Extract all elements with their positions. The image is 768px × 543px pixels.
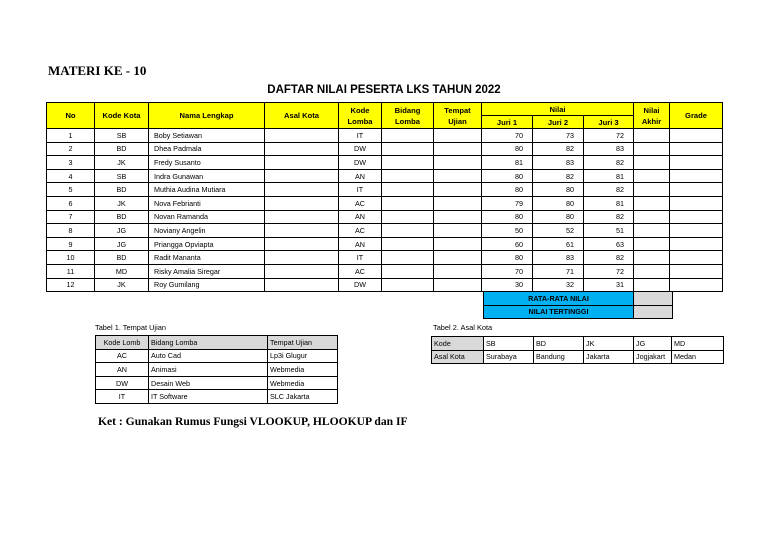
cell-juri-1: 60 <box>482 237 533 251</box>
table-row <box>47 251 723 265</box>
cell-juri-3: 72 <box>584 264 634 278</box>
cell-grade[interactable] <box>670 251 723 265</box>
table-row <box>96 363 338 377</box>
cell-asal-kota[interactable] <box>265 264 339 278</box>
table-row <box>432 337 724 351</box>
cell-juri-3: 82 <box>584 251 634 265</box>
table-row <box>47 196 723 210</box>
cell-nilai-akhir[interactable] <box>634 224 670 238</box>
cell-juri-3: 82 <box>584 183 634 197</box>
cell-no: 7 <box>47 210 95 224</box>
cell-no: 4 <box>47 169 95 183</box>
cell-tempat-ujian[interactable] <box>434 264 482 278</box>
cell-bidang-lomba[interactable] <box>382 264 434 278</box>
header-juri-1: Juri 1 <box>482 116 533 129</box>
cell-juri-2: 80 <box>533 196 584 210</box>
cell-kode-lomba: IT <box>339 129 382 143</box>
cell-bidang-lomba[interactable] <box>382 237 434 251</box>
table1-cell: Animasi <box>149 363 268 377</box>
cell-bidang-lomba[interactable] <box>382 183 434 197</box>
cell-juri-3: 81 <box>584 169 634 183</box>
cell-kode-kota: BD <box>95 183 149 197</box>
cell-tempat-ujian[interactable] <box>434 142 482 156</box>
cell-kode-lomba: AC <box>339 224 382 238</box>
cell-grade[interactable] <box>670 169 723 183</box>
cell-tempat-ujian[interactable] <box>434 196 482 210</box>
header-kode-lomba: Kode Lomba <box>339 103 382 129</box>
cell-juri-2: 83 <box>533 156 584 170</box>
cell-kode-kota: JK <box>95 278 149 292</box>
cell-grade[interactable] <box>670 129 723 143</box>
cell-juri-1: 50 <box>482 224 533 238</box>
table2-cell: BD <box>534 337 584 351</box>
table-row <box>47 156 723 170</box>
table1-header-cell: Kode Lomb <box>96 336 149 350</box>
cell-nama: Fredy Susanto <box>149 156 265 170</box>
table2-cell: Bandung <box>534 350 584 364</box>
cell-grade[interactable] <box>670 196 723 210</box>
cell-nilai-akhir[interactable] <box>634 129 670 143</box>
cell-juri-2: 80 <box>533 210 584 224</box>
table2-cell: Surabaya <box>484 350 534 364</box>
table1-cell: Lp3i Glugur <box>268 349 338 363</box>
cell-nama: Priangga Opviapta <box>149 237 265 251</box>
table1-cell: Desain Web <box>149 376 268 390</box>
header-kode-kota: Kode Kota <box>95 103 149 129</box>
cell-tempat-ujian[interactable] <box>434 183 482 197</box>
cell-kode-kota: JK <box>95 196 149 210</box>
cell-bidang-lomba[interactable] <box>382 210 434 224</box>
cell-juri-3: 31 <box>584 278 634 292</box>
summary-average-cell[interactable] <box>634 292 673 306</box>
cell-grade[interactable] <box>670 210 723 224</box>
instruction-note: Ket : Gunakan Rumus Fungsi VLOOKUP, HLOOKUP dan IF <box>98 415 408 428</box>
cell-nilai-akhir[interactable] <box>634 210 670 224</box>
cell-juri-1: 80 <box>482 251 533 265</box>
cell-juri-2: 52 <box>533 224 584 238</box>
cell-juri-1: 80 <box>482 142 533 156</box>
cell-nilai-akhir[interactable] <box>634 237 670 251</box>
table1-cell: IT Software <box>149 390 268 404</box>
cell-bidang-lomba[interactable] <box>382 278 434 292</box>
table2-cell: Jogjakart <box>634 350 672 364</box>
cell-nilai-akhir[interactable] <box>634 183 670 197</box>
cell-juri-1: 81 <box>482 156 533 170</box>
table2-cell: Jakarta <box>584 350 634 364</box>
cell-juri-1: 79 <box>482 196 533 210</box>
cell-nama: Roy Gumilang <box>149 278 265 292</box>
asal-kota-table <box>431 336 724 364</box>
table2-cell: SB <box>484 337 534 351</box>
cell-grade[interactable] <box>670 142 723 156</box>
cell-juri-2: 61 <box>533 237 584 251</box>
cell-nama: Muthia Audina Mutiara <box>149 183 265 197</box>
cell-kode-lomba: AN <box>339 169 382 183</box>
cell-kode-lomba: AN <box>339 210 382 224</box>
cell-no: 8 <box>47 224 95 238</box>
cell-juri-1: 80 <box>482 210 533 224</box>
cell-tempat-ujian[interactable] <box>434 224 482 238</box>
cell-tempat-ujian[interactable] <box>434 156 482 170</box>
cell-juri-2: 32 <box>533 278 584 292</box>
table-row <box>47 183 723 197</box>
cell-kode-lomba: AC <box>339 264 382 278</box>
table2-caption: Tabel 2. Asal Kota <box>433 323 493 332</box>
table-row <box>47 210 723 224</box>
header-juri-2: Juri 2 <box>533 116 584 129</box>
cell-asal-kota[interactable] <box>265 156 339 170</box>
cell-asal-kota[interactable] <box>265 196 339 210</box>
cell-grade[interactable] <box>670 183 723 197</box>
cell-no: 1 <box>47 129 95 143</box>
cell-tempat-ujian[interactable] <box>434 169 482 183</box>
cell-kode-lomba: IT <box>339 183 382 197</box>
header-tempat-ujian: Tempat Ujian <box>434 103 482 129</box>
cell-asal-kota[interactable] <box>265 251 339 265</box>
header-asal-kota: Asal Kota <box>265 103 339 129</box>
cell-tempat-ujian[interactable] <box>434 210 482 224</box>
cell-no: 9 <box>47 237 95 251</box>
cell-no: 11 <box>47 264 95 278</box>
cell-kode-lomba: AN <box>339 237 382 251</box>
cell-kode-lomba: DW <box>339 278 382 292</box>
cell-juri-3: 82 <box>584 210 634 224</box>
cell-nilai-akhir[interactable] <box>634 278 670 292</box>
cell-no: 2 <box>47 142 95 156</box>
table-row <box>47 264 723 278</box>
table2-cell: MD <box>672 337 724 351</box>
cell-nilai-akhir[interactable] <box>634 251 670 265</box>
cell-kode-lomba: AC <box>339 196 382 210</box>
cell-bidang-lomba[interactable] <box>382 251 434 265</box>
table1-header-cell: Bidang Lomba <box>149 336 268 350</box>
cell-bidang-lomba[interactable] <box>382 196 434 210</box>
cell-bidang-lomba[interactable] <box>382 142 434 156</box>
sheet-title: DAFTAR NILAI PESERTA LKS TAHUN 2022 <box>267 84 501 96</box>
cell-no: 12 <box>47 278 95 292</box>
cell-juri-1: 30 <box>482 278 533 292</box>
cell-juri-3: 82 <box>584 156 634 170</box>
cell-bidang-lomba[interactable] <box>382 224 434 238</box>
header-bidang-lomba: Bidang Lomba <box>382 103 434 129</box>
cell-nama: Risky Amalia Siregar <box>149 264 265 278</box>
cell-juri-1: 70 <box>482 129 533 143</box>
cell-asal-kota[interactable] <box>265 169 339 183</box>
cell-juri-3: 63 <box>584 237 634 251</box>
table1-cell: AN <box>96 363 149 377</box>
cell-bidang-lomba[interactable] <box>382 129 434 143</box>
table-row <box>47 237 723 251</box>
summary-highest-label: NILAI TERTINGGI <box>484 305 634 319</box>
cell-kode-kota: MD <box>95 264 149 278</box>
table-row <box>47 224 723 238</box>
table1-header-cell: Tempat Ujian <box>268 336 338 350</box>
table2-cell: JK <box>584 337 634 351</box>
cell-asal-kota[interactable] <box>265 129 339 143</box>
cell-no: 6 <box>47 196 95 210</box>
cell-grade[interactable] <box>670 264 723 278</box>
cell-nilai-akhir[interactable] <box>634 142 670 156</box>
cell-nama: Novan Ramanda <box>149 210 265 224</box>
header-grade: Grade <box>670 103 723 129</box>
table-row <box>432 350 724 364</box>
table1-cell: SLC Jakarta <box>268 390 338 404</box>
cell-nama: Nova Febrianti <box>149 196 265 210</box>
cell-juri-2: 82 <box>533 169 584 183</box>
cell-kode-kota: JG <box>95 224 149 238</box>
table1-cell: AC <box>96 349 149 363</box>
cell-nilai-akhir[interactable] <box>634 169 670 183</box>
cell-nilai-akhir[interactable] <box>634 156 670 170</box>
cell-juri-2: 71 <box>533 264 584 278</box>
cell-asal-kota[interactable] <box>265 142 339 156</box>
cell-nama: Noviany Angelin <box>149 224 265 238</box>
cell-tempat-ujian[interactable] <box>434 278 482 292</box>
cell-tempat-ujian[interactable] <box>434 251 482 265</box>
summary-average-label: RATA-RATA NILAI <box>484 292 634 306</box>
cell-kode-kota: JK <box>95 156 149 170</box>
cell-asal-kota[interactable] <box>265 278 339 292</box>
cell-juri-3: 72 <box>584 129 634 143</box>
cell-grade[interactable] <box>670 224 723 238</box>
cell-kode-lomba: DW <box>339 142 382 156</box>
table-row <box>47 278 723 292</box>
table-row <box>96 390 338 404</box>
cell-asal-kota[interactable] <box>265 237 339 251</box>
cell-juri-3: 83 <box>584 142 634 156</box>
cell-nilai-akhir[interactable] <box>634 264 670 278</box>
cell-asal-kota[interactable] <box>265 183 339 197</box>
header-nama-lengkap: Nama Lengkap <box>149 103 265 129</box>
table-row <box>96 376 338 390</box>
cell-no: 3 <box>47 156 95 170</box>
table1-cell: Auto Cad <box>149 349 268 363</box>
cell-juri-2: 80 <box>533 183 584 197</box>
cell-no: 10 <box>47 251 95 265</box>
summary-highest-cell[interactable] <box>634 305 673 319</box>
cell-asal-kota[interactable] <box>265 210 339 224</box>
table2-cell: Medan <box>672 350 724 364</box>
cell-juri-2: 83 <box>533 251 584 265</box>
cell-juri-2: 73 <box>533 129 584 143</box>
table1-cell: DW <box>96 376 149 390</box>
tempat-ujian-table <box>95 335 338 404</box>
header-nilai-akhir: Nilai Akhir <box>634 103 670 129</box>
cell-nama: Dhea Padmala <box>149 142 265 156</box>
cell-grade[interactable] <box>670 156 723 170</box>
table1-cell: Webmedia <box>268 363 338 377</box>
cell-juri-1: 80 <box>482 183 533 197</box>
table1-caption: Tabel 1. Tempat Ujian <box>95 323 166 332</box>
cell-grade[interactable] <box>670 278 723 292</box>
table-row <box>47 142 723 156</box>
page-heading: MATERI KE - 10 <box>48 63 147 78</box>
table-row <box>96 349 338 363</box>
cell-juri-3: 81 <box>584 196 634 210</box>
summary-table <box>483 291 673 319</box>
cell-kode-lomba: DW <box>339 156 382 170</box>
table-row <box>47 169 723 183</box>
table2-cell: Kode <box>432 337 484 351</box>
cell-juri-1: 80 <box>482 169 533 183</box>
cell-kode-kota: SB <box>95 129 149 143</box>
cell-kode-kota: BD <box>95 210 149 224</box>
table1-cell: Webmedia <box>268 376 338 390</box>
cell-asal-kota[interactable] <box>265 224 339 238</box>
table-header-row <box>96 336 338 350</box>
cell-grade[interactable] <box>670 237 723 251</box>
cell-kode-kota: BD <box>95 142 149 156</box>
cell-nama: Radit Mananta <box>149 251 265 265</box>
cell-kode-kota: BD <box>95 251 149 265</box>
cell-juri-1: 70 <box>482 264 533 278</box>
table-row <box>47 129 723 143</box>
table2-cell: JG <box>634 337 672 351</box>
header-nilai: Nilai <box>482 103 634 116</box>
cell-juri-2: 82 <box>533 142 584 156</box>
cell-kode-lomba: IT <box>339 251 382 265</box>
table2-cell: Asal Kota <box>432 350 484 364</box>
cell-bidang-lomba[interactable] <box>382 169 434 183</box>
cell-no: 5 <box>47 183 95 197</box>
cell-bidang-lomba[interactable] <box>382 156 434 170</box>
cell-tempat-ujian[interactable] <box>434 237 482 251</box>
cell-nilai-akhir[interactable] <box>634 196 670 210</box>
score-table <box>46 102 723 292</box>
cell-juri-3: 51 <box>584 224 634 238</box>
cell-kode-kota: SB <box>95 169 149 183</box>
table1-cell: IT <box>96 390 149 404</box>
cell-tempat-ujian[interactable] <box>434 129 482 143</box>
cell-nama: Boby Setiawan <box>149 129 265 143</box>
header-no: No <box>47 103 95 129</box>
header-juri-3: Juri 3 <box>584 116 634 129</box>
cell-nama: Indra Gunawan <box>149 169 265 183</box>
cell-kode-kota: JG <box>95 237 149 251</box>
